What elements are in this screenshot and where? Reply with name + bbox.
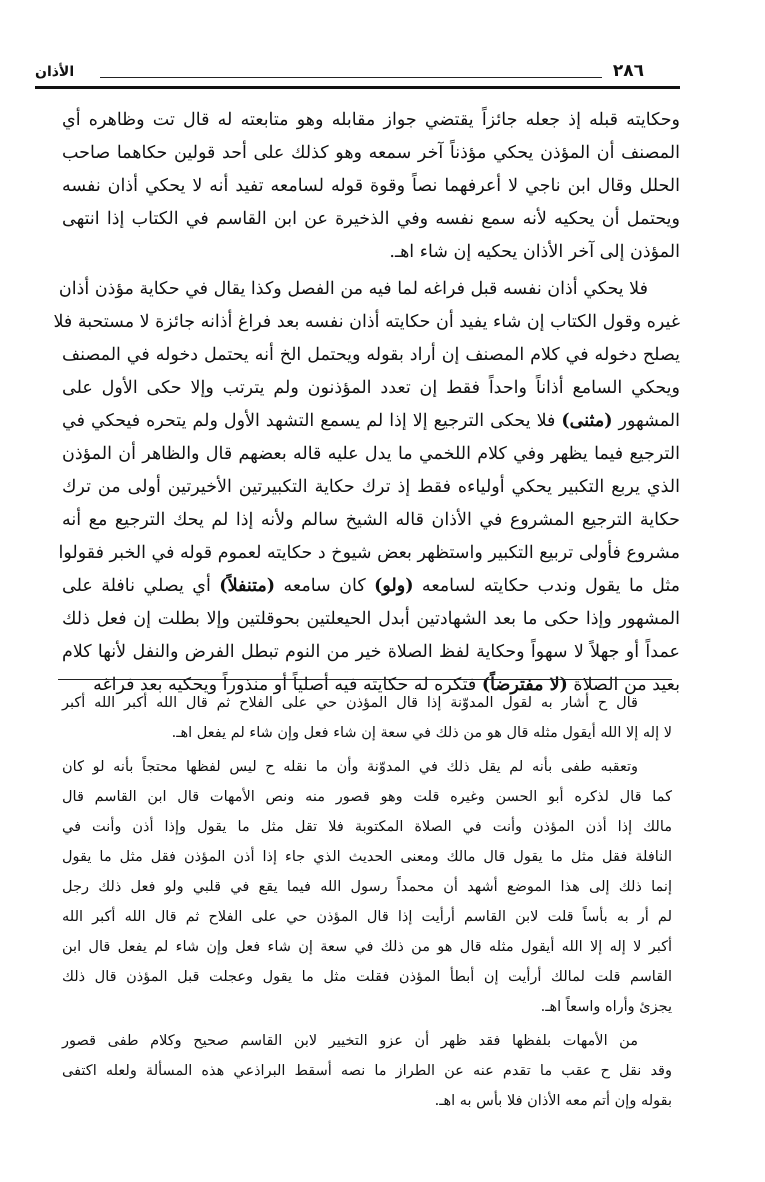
body-paragraph <box>62 104 680 269</box>
running-head <box>35 60 680 84</box>
footnote-line: القاسم قلت لمالك أرأيت إن أبطأ المؤذن فقلت مثل ما يقول وعجلت قبل المؤذن قال ذلك <box>62 969 672 985</box>
body-line: الترجيع فيما يظهر وفي كلام اللخمي ما يدل عليه قاله بعضهم قال والظاهر أن المؤذن <box>62 444 680 464</box>
main-text <box>53 104 680 702</box>
footnote-line: من الأمهات بلفظها فقد ظهر أن عزو التخيير لابن القاسم صحيح وكلام طفى قصور <box>62 1033 638 1049</box>
body-line: ويحكي السامع أذاناً واحداً فقط إن تعدد المؤذنون ولم يترتب وإلا حكى الأول على <box>62 378 680 398</box>
bold-term: (مثنى) <box>561 411 613 431</box>
footnote-line: إنما ذلك إلى هذا الموضع أشهد أن محمداً رسول الله فيما يقع في قلبي ولو فعل ذلك رجل <box>62 879 672 895</box>
body-line: المصنف أن المؤذن يحكي مؤذناً آخر سمعه وهو كذلك على أحد قولين حكاهما صاحب <box>62 143 680 163</box>
footnote-line: بقوله وإن أتم معه الأذان فلا بأس به اهـ. <box>434 1093 672 1109</box>
footnotes <box>62 688 672 1116</box>
page-number: ٢٨٦ <box>612 61 644 81</box>
footnote-separator <box>58 679 672 680</box>
bold-term: (متنفلاً) <box>219 576 276 596</box>
body-line: مثل ما يقول وندب حكايته لسامعه (ولو) كان سامعه (متنفلاً) أي يصلي نافلة على <box>62 576 680 596</box>
footnote-line: قال ح أشار به لقول المدوّنة إذا قال المؤذن حي على الفلاح ثم قال الله أكبر الله أكبر <box>62 695 638 711</box>
body-line: يصلح دخوله في كلام المصنف إن أراد بقوله ويحتمل الخ أنه يحتمل دخوله في المصنف <box>62 345 680 365</box>
header-divider <box>35 86 680 89</box>
body-line: المؤذن إلى آخر الأذان يحكيه إن شاء اهـ. <box>389 242 680 262</box>
footnote-line: لا إله إلا الله أيقول مثله قال هو من ذلك في سعة إن شاء فعل وإن شاء لم يفعل اهـ. <box>171 725 672 741</box>
header-rule <box>100 77 602 78</box>
body-line: عمداً أو جهلاً لا سهواً وحكاية لفظ الصلاة خير من النوم تبطل الفرض والنفل لأنها كلام <box>62 642 680 662</box>
body-line: مشروع فأولى تربيع التكبير واستظهر بعض شيوخ د حكايته لعموم قوله في الخبر فقولوا <box>58 543 680 563</box>
footnote-line: وقد نقل ح عقب ما تقدم عنه عن الطراز ما نصه أسقط البراذعي هذه المسألة ولعله اكتفى <box>62 1063 672 1079</box>
chapter-title: الأذان <box>35 64 75 80</box>
body-line: وحكايته قبله إذ جعله جائزاً يقتضي جواز مقابله وهو متابعته له قال تت وظاهره أي <box>62 110 680 130</box>
footnote-line: كما قال لذكره أبو الحسن وغيره قلت وهو قصور منه ونص الأمهات قال ابن القاسم قال <box>62 789 672 805</box>
footnote-line: أكبر لا إله إلا الله أيقول مثله قال هو من ذلك في سعة إن شاء فعل وإن شاء لم يفعل قال ابن <box>62 939 672 955</box>
body-line: فلا يحكي أذان نفسه قبل فراغه لما فيه من الفصل وكذا يقال في حكاية مؤذن أذان <box>58 279 648 299</box>
body-line: الحلل وقال ابن ناجي لا أعرفهما نصاً وقوة قوله لسامعه تفيد أنه لا يحكي أذان نفسه <box>62 176 680 196</box>
footnote-paragraph <box>62 752 672 1022</box>
footnote-line: يجزئ وأراه واسعاً اهـ. <box>540 999 672 1015</box>
bold-term: (ولو) <box>374 576 414 596</box>
body-line: بعيد من الصلاة (لا مفترضاً) فتكره له حكايته فيه أصلياً أو منذوراً ويحكيه بعد فراغه <box>93 675 680 695</box>
body-paragraph <box>53 273 680 702</box>
body-line: حكاية الترجيع المشروع في الأذان قاله الشيخ سالم ولأنه إذا لم يحك الترجيع مع أنه <box>62 510 680 530</box>
footnote-line: وتعقبه طفى بأنه لم يقل ذلك في المدوّنة وأن ما نقله ح ليس لفظها محتجاً بأنه لو كان <box>62 759 639 775</box>
footnote-line: مالك إذا أذن المؤذن وأنت في الصلاة المكتوبة فلا تقل مثل ما يقول وإذا أذن وأنت في <box>62 819 672 835</box>
body-line: المشهور (مثنى) فلا يحكى الترجيع إلا إذا لم يسمع التشهد الأول ولم يتحره فيحكي في <box>62 411 680 431</box>
footnote-paragraph <box>62 1026 672 1116</box>
bold-term: (لا مفترضاً) <box>481 675 568 695</box>
footnote-paragraph <box>62 688 672 748</box>
body-line: ويحتمل أن يحكيه لأنه سمع نفسه وفي الذخيرة عن ابن القاسم في الكتاب إذا انتهى <box>62 209 680 229</box>
footnote-line: النافلة فقل مثل ما يقول قال مالك ومعنى الحديث الذي جاء إذا أذن المؤذن فقل مثل ما يقول <box>62 849 672 865</box>
footnote-line: لم أر به بأساً قلت لابن القاسم أرأيت إذا قال المؤذن حي على الفلاح ثم قال الله أكبر الله <box>62 909 672 925</box>
body-line: الذي يربع التكبير يحكي أولياءه فقط إذ ترك حكاية التكبيرتين الأخيرتين أولى من ترك <box>62 477 680 497</box>
body-line: المشهور وإذا حكى ما بعد الشهادتين أبدل الحيعلتين بحوقلتين وإلا بطلت إن فعل ذلك <box>62 609 680 629</box>
body-line: غيره وقول الكتاب إن شاء يفيد أن حكايته أذان نفسه بعد فراغ أذانه جائزة لا مستحبة فلا <box>53 312 680 332</box>
